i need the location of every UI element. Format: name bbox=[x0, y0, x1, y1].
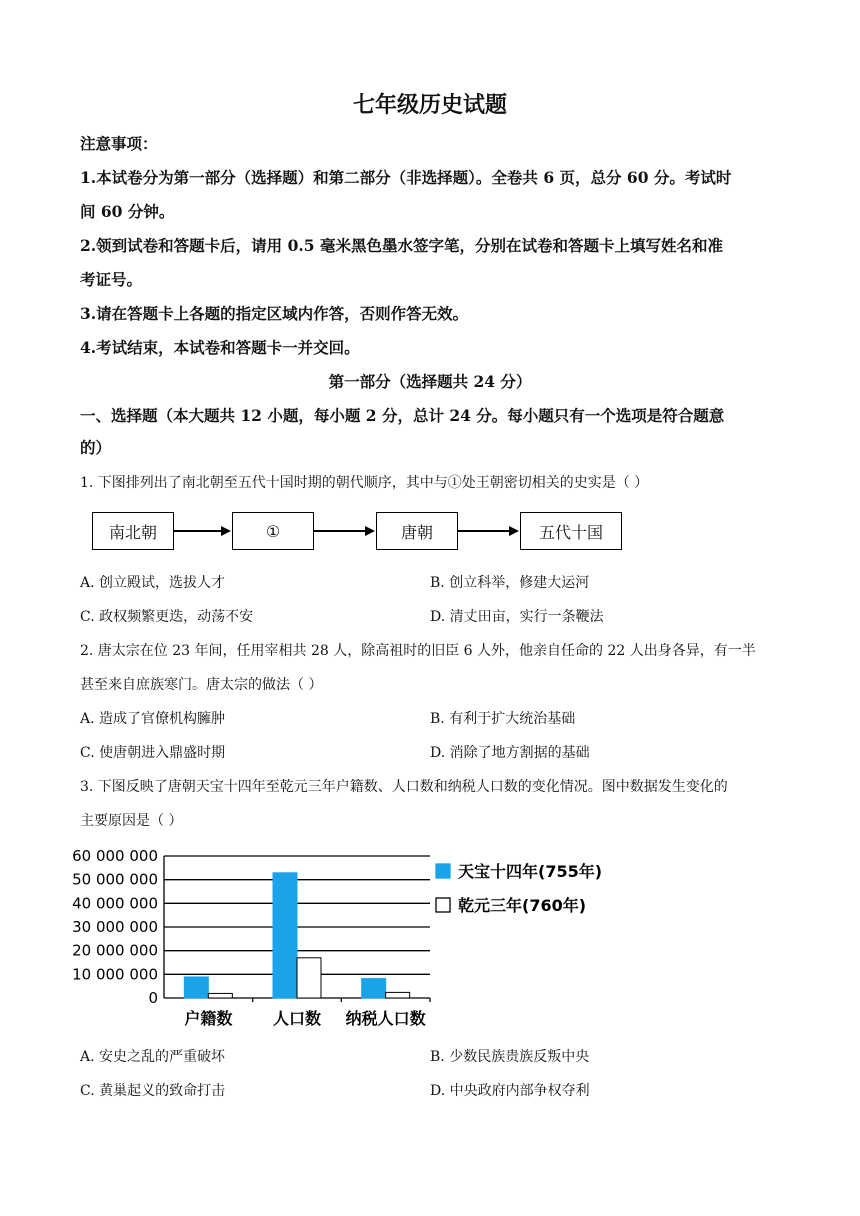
flow-arrow-2 bbox=[314, 530, 366, 532]
bar bbox=[297, 958, 321, 998]
q2-option-d: D. 消除了地方割据的基础 bbox=[430, 745, 590, 761]
notice-heading: 注意事项： bbox=[80, 134, 158, 153]
y-tick-label: 60 000 000 bbox=[72, 847, 158, 865]
q2-text-line1: 2. 唐太宗在位 23 年间，任用宰相共 28 人，除高祖时的旧臣 6 人外，他亲自任命的 22 人出身各异，有一半 bbox=[80, 643, 756, 659]
y-tick-label: 0 bbox=[148, 989, 158, 1007]
notice-item-1-cont: 间 60 分钟。 bbox=[80, 202, 175, 221]
notice-item-1: 1.本试卷分为第一部分（选择题）和第二部分（非选择题）。全卷共 6 页，总分 60 分。考试时 bbox=[80, 168, 732, 187]
y-tick-label: 20 000 000 bbox=[72, 941, 158, 960]
q2-text-line2: 甚至来自庶族寒门。唐太宗的做法（ ） bbox=[80, 677, 323, 693]
arrow-head-icon bbox=[221, 526, 231, 536]
q3-option-a: A. 安史之乱的严重破坏 bbox=[80, 1049, 226, 1065]
section-heading: 一、选择题（本大题共 12 小题，每小题 2 分，总计 24 分。每小题只有一个选项是符合题意 bbox=[80, 406, 725, 425]
q3-option-c: C. 黄巢起义的致命打击 bbox=[80, 1083, 226, 1099]
page-title: 七年级历史试题 bbox=[352, 92, 507, 118]
y-tick-label: 10 000 000 bbox=[72, 965, 158, 984]
q1-option-b: B. 创立科举，修建大运河 bbox=[430, 575, 590, 591]
q2-option-c: C. 使唐朝进入鼎盛时期 bbox=[80, 745, 226, 761]
arrow-head-icon bbox=[509, 526, 519, 536]
q3-option-b: B. 少数民族贵族反叛中央 bbox=[430, 1049, 590, 1065]
arrow-head-icon bbox=[365, 526, 375, 536]
bar bbox=[273, 873, 297, 998]
x-category-label: 纳税人口数 bbox=[345, 1009, 426, 1028]
q1-option-a: A. 创立殿试，选拔人才 bbox=[80, 575, 226, 591]
y-tick-label: 40 000 000 bbox=[72, 894, 158, 913]
q2-option-a: A. 造成了官僚机构臃肿 bbox=[80, 711, 226, 727]
notice-item-2-cont: 考证号。 bbox=[80, 270, 143, 289]
x-category-label: 户籍数 bbox=[184, 1009, 233, 1028]
legend-swatch bbox=[436, 898, 450, 912]
flow-box-tang: 唐朝 bbox=[376, 512, 458, 550]
legend-label: 乾元三年(760年) bbox=[458, 896, 587, 915]
q1-option-c: C. 政权频繁更迭，动荡不安 bbox=[80, 609, 254, 625]
flow-box-wudai: 五代十国 bbox=[520, 512, 622, 550]
q1-text: 1. 下图排列出了南北朝至五代十国时期的朝代顺序，其中与①处王朝密切相关的史实是（ ） bbox=[80, 475, 649, 491]
q3-option-d: D. 中央政府内部争权夺利 bbox=[430, 1083, 590, 1099]
bar bbox=[386, 992, 410, 998]
q3-text-line1: 3. 下图反映了唐朝天宝十四年至乾元三年户籍数、人口数和纳税人口数的变化情况。图中数据发生变化的 bbox=[80, 779, 728, 795]
bar bbox=[208, 993, 232, 998]
q1-option-d: D. 清丈田亩，实行一条鞭法 bbox=[430, 609, 604, 625]
notice-item-2: 2.领到试卷和答题卡后，请用 0.5 毫米黑色墨水签字笔，分别在试卷和答题卡上填写姓名和准 bbox=[80, 236, 723, 255]
section-heading-cont: 的） bbox=[80, 438, 112, 457]
bar bbox=[184, 977, 208, 998]
x-category-label: 人口数 bbox=[272, 1009, 322, 1028]
flow-box-unknown: ① bbox=[232, 512, 314, 550]
notice-item-4: 4.考试结束，本试卷和答题卡一并交回。 bbox=[80, 338, 360, 357]
q2-option-b: B. 有利于扩大统治基础 bbox=[430, 711, 576, 727]
q3-text-line2: 主要原因是（ ） bbox=[80, 813, 183, 829]
population-bar-chart bbox=[70, 840, 630, 1040]
legend-label: 天宝十四年(755年) bbox=[458, 862, 603, 881]
bar bbox=[362, 979, 386, 998]
flow-box-nanbeichao: 南北朝 bbox=[92, 512, 174, 550]
legend-swatch bbox=[436, 864, 450, 878]
notice-item-3: 3.请在答题卡上各题的指定区域内作答，否则作答无效。 bbox=[80, 304, 469, 323]
y-tick-label: 50 000 000 bbox=[72, 870, 158, 889]
flow-arrow-3 bbox=[458, 530, 510, 532]
y-tick-label: 30 000 000 bbox=[72, 918, 158, 936]
part1-heading: 第一部分（选择题共 24 分） bbox=[328, 372, 532, 391]
flow-arrow-1 bbox=[174, 530, 222, 532]
